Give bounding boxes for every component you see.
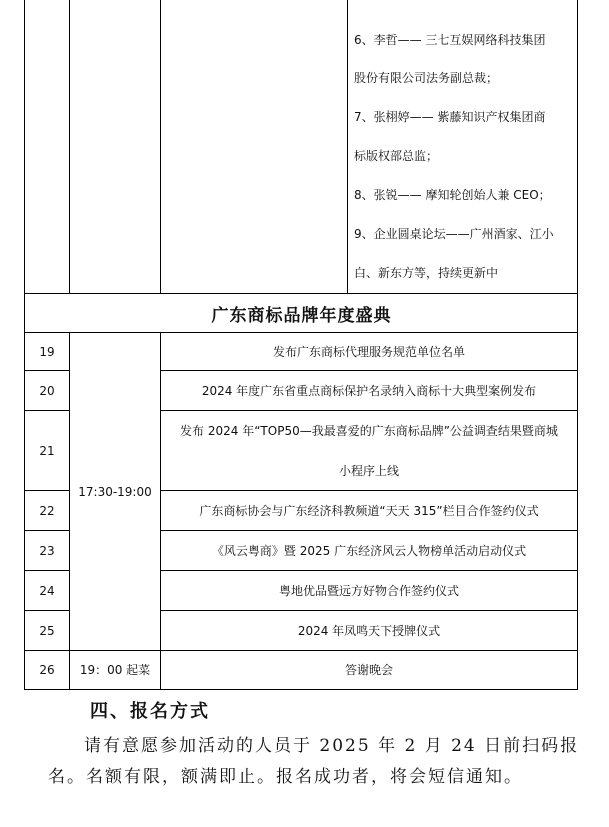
row-number: 19	[39, 344, 55, 359]
registration-text: 请有意愿参加活动的人员于 2025 年 2 月 24 日前扫码报	[84, 736, 580, 756]
agenda-item: 粤地优品暨远方好物合作签约仪式	[278, 583, 459, 598]
agenda-item: 2024 年度广东省重点商标保护名录纳入商标十大典型案例发布	[201, 383, 537, 398]
row-number: 20	[39, 383, 55, 398]
speaker-line: 白、新东方等，持续更新中	[354, 266, 499, 280]
agenda-item: 广东商标协会与广东经济科教频道“天天 315”栏目合作签约仪式	[199, 503, 539, 518]
row-number: 25	[39, 623, 55, 638]
speaker-line: 8、张锐—— 摩知轮创始人兼 CEO；	[354, 188, 551, 202]
time-cell: 17:30-19:00	[78, 484, 152, 499]
registration-text: 名。名额有限，额满即止。报名成功者，将会短信通知。	[48, 767, 523, 787]
speaker-line: 6、李哲—— 三七互娱网络科技集团	[354, 33, 546, 47]
row-number: 22	[39, 503, 55, 518]
row-number: 23	[39, 543, 55, 558]
speaker-line: 股份有限公司法务副总裁；	[354, 71, 499, 85]
section-title: 广东商标品牌年度盛典	[211, 305, 392, 326]
agenda-item: 《风云粤商》暨 2025 广东经济风云人物榜单活动启动仪式	[211, 543, 527, 558]
agenda-item: 2024 年凤鸣天下授牌仪式	[297, 623, 441, 638]
speaker-line: 标版权部总监；	[354, 149, 439, 163]
agenda-item: 小程序上线	[338, 463, 399, 478]
agenda-item: 发布 2024 年“TOP50—我最喜爱的广东商标品牌”公益调查结果暨商城	[180, 424, 558, 438]
row-number: 26	[39, 663, 55, 677]
row-number: 24	[39, 583, 55, 598]
agenda-item: 发布广东商标代理服务规范单位名单	[272, 344, 465, 359]
speaker-line: 7、张栩婷—— 紫藤知识产权集团商	[354, 110, 546, 124]
agenda-item: 答谢晚会	[344, 663, 393, 677]
time-cell: 19：00 起菜	[79, 663, 151, 677]
section-heading: 四、报名方式	[90, 701, 210, 722]
speaker-line: 9、企业圆桌论坛——广州酒家、江小	[354, 227, 554, 241]
row-number: 21	[39, 443, 55, 458]
